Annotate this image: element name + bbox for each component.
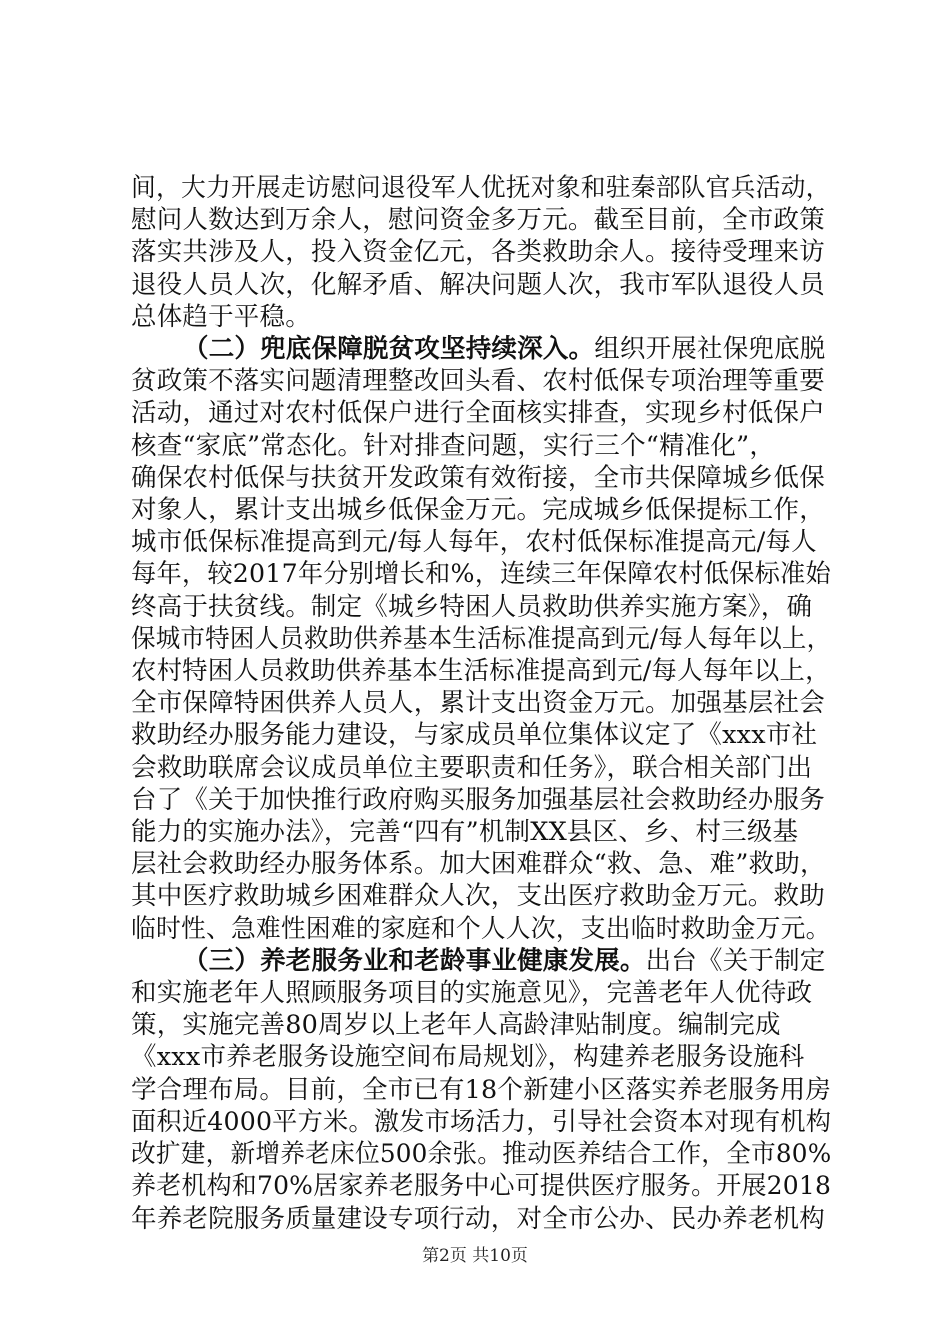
text-line: 活动，通过对农村低保户进行全面核实排查，实现乡村低保户 — [131, 398, 825, 429]
text-line: 其中医疗救助城乡困难群众人次，支出医疗救助金万元。救助 — [131, 881, 825, 912]
text-line: 策，实施完善80周岁以上老年人高龄津贴制度。编制完成 — [131, 1010, 781, 1041]
text-line: 全市保障特困供养人员人，累计支出资金万元。加强基层社会 — [131, 688, 825, 719]
text-line: 台了《关于加快推行政府购买服务加强基层社会救助经办服务 — [131, 784, 825, 815]
text-line: 退役人员人次，化解矛盾、解决问题人次，我市军队退役人员 — [131, 269, 825, 300]
text-line: 《xxx市养老服务设施空间布局规划》，构建养老服务设施科 — [131, 1042, 805, 1073]
text-line: 年养老院服务质量建设专项行动，对全市公办、民办养老机构 — [131, 1203, 825, 1234]
text-line: 学合理布局。目前，全市已有18个新建小区落实养老服务用房 — [131, 1074, 832, 1105]
text-line: 改扩建，新增养老床位500余张。推动医养结合工作，全市80% — [131, 1139, 832, 1170]
text-line: 间，大力开展走访慰问退役军人优抚对象和驻秦部队官兵活动， — [131, 173, 831, 203]
text-line: 贫政策不落实问题清理整改回头看、农村低保专项治理等重要 — [131, 366, 825, 397]
text-line: 和实施老年人照顾服务项目的实施意见》，完善老年人优待政 — [131, 978, 813, 1009]
text-line: 每年，较2017年分别增长和%，连续三年保障农村低保标准始 — [131, 559, 831, 590]
text-line: 终高于扶贫线。制定《城乡特困人员救助供养实施方案》，确 — [131, 591, 813, 622]
text-line: 能力的实施办法》，完善“四有”机制XX县区、乡、村三级基 — [131, 817, 799, 848]
section-2-intro: 组织开展社保兜底脱 — [594, 334, 826, 365]
text-line: 层社会救助经办服务体系。加大困难群众“救、急、难”救助， — [131, 849, 826, 880]
text-line: 临时性、急难性困难的家庭和个人人次，支出临时救助金万元。 — [131, 913, 831, 944]
text-line: 面积近4000平方米。激发市场活力，引导社会资本对现有机构 — [131, 1106, 832, 1137]
text-line: 保城市特困人员救助供养基本生活标准提高到元/每人每年以上， — [131, 623, 832, 654]
section-2-heading: （二）兜底保障脱贫攻坚持续深入。 — [183, 334, 595, 365]
text-line: 对象人，累计支出城乡低保金万元。完成城乡低保提标工作， — [131, 495, 825, 526]
section-3-first-line — [131, 945, 831, 977]
text-line: 落实共涉及人，投入资金亿元，各类救助余人。接待受理来访 — [131, 237, 825, 268]
section-3-heading: （三）养老服务业和老龄事业健康发展。 — [183, 945, 646, 976]
text-line: 总体趋于平稳。 — [131, 301, 311, 332]
text-line: 确保农村低保与扶贫开发政策有效衔接，全市共保障城乡低保 — [131, 462, 825, 493]
text-line: 城市低保标准提高到元/每人每年，农村低保标准提高元/每人 — [131, 527, 817, 558]
section-3-intro: 出台《关于制定 — [645, 945, 826, 976]
document-body — [131, 172, 831, 1235]
section-2-first-line — [131, 333, 831, 365]
page-number-footer: 第2页 共10页 — [422, 1246, 528, 1266]
text-line: 养老机构和70%居家养老服务中心可提供医疗服务。开展2018 — [131, 1171, 832, 1202]
text-line: 核查“家底”常态化。针对排查问题，实行三个“精准化”， — [131, 430, 776, 461]
text-line: 农村特困人员救助供养基本生活标准提高到元/每人每年以上， — [131, 656, 831, 687]
text-line: 救助经办服务能力建设，与家成员单位集体议定了《xxx市社 — [131, 720, 818, 751]
text-line: 慰问人数达到万余人，慰问资金多万元。截至目前，全市政策 — [131, 205, 825, 236]
text-line: 会救助联席会议成员单位主要职责和任务》，联合相关部门出 — [131, 752, 813, 783]
